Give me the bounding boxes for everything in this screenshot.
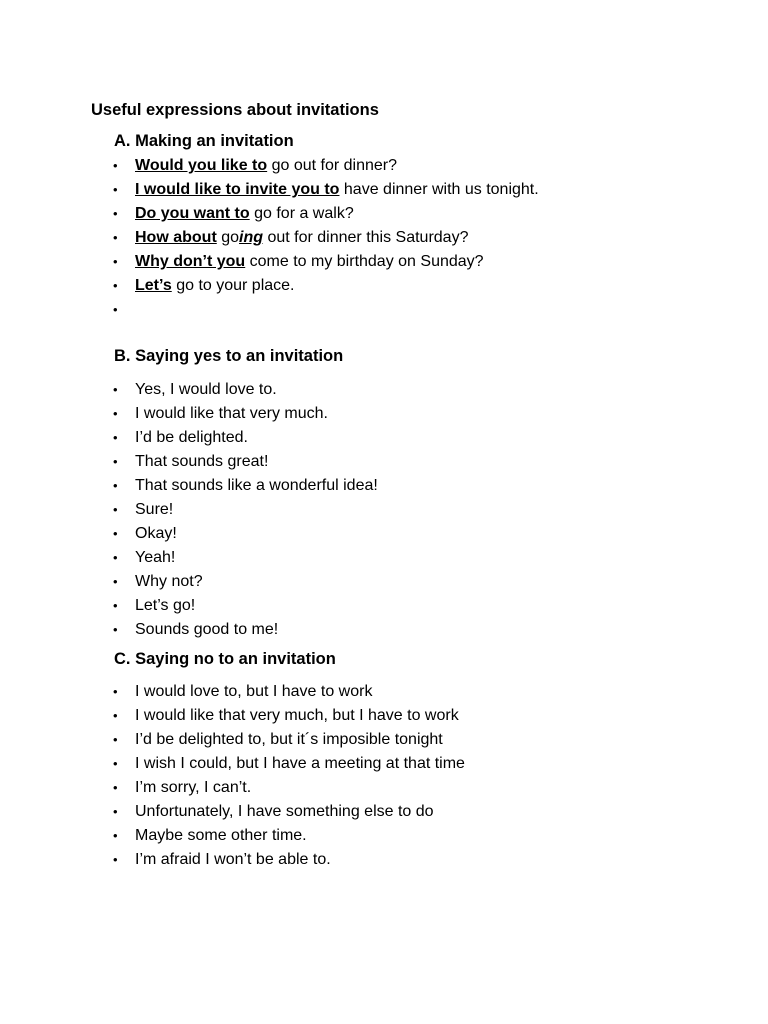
bullet-icon: • (113, 230, 118, 245)
phrase-rest: come to my birthday on Sunday? (245, 253, 484, 270)
list-item-text: Okay! (135, 525, 177, 542)
bullet-icon: • (113, 430, 118, 445)
bullet-icon: • (113, 622, 118, 637)
bullet-icon: • (113, 254, 118, 269)
phrase-rest: have dinner with us tonight. (339, 181, 539, 198)
bullet-icon: • (113, 502, 118, 517)
bullet-icon: • (113, 598, 118, 613)
list-item-text: I would like that very much. (135, 405, 328, 422)
key-phrase: How about (135, 229, 217, 246)
list-item-text: Sure! (135, 501, 174, 518)
bullet-icon: • (113, 478, 118, 493)
bullet-icon: • (113, 302, 118, 317)
list-item-text: Yes, I would love to. (135, 381, 277, 398)
document-title: Useful expressions about invitations (91, 101, 379, 119)
key-phrase: Let’s (135, 277, 172, 294)
bullet-icon: • (113, 182, 118, 197)
list-item-text: I’d be delighted to, but it´s imposible tonight (135, 731, 443, 748)
bullet-icon: • (113, 406, 118, 421)
bullet-icon: • (113, 206, 118, 221)
bullet-icon: • (113, 454, 118, 469)
list-item-text: I’d be delighted. (135, 429, 248, 446)
bullet-icon: • (113, 382, 118, 397)
key-phrase: Would you like to (135, 157, 268, 174)
key-phrase: Why don’t you (135, 253, 246, 270)
bullet-icon: • (113, 804, 118, 819)
list-item-text: Unfortunately, I have something else to do (135, 803, 434, 820)
phrase-rest: go to your place. (171, 277, 295, 294)
bullet-icon: • (113, 158, 118, 173)
list-item-text: Sounds good to me! (135, 621, 279, 638)
bullet-icon: • (113, 852, 118, 867)
section-b-heading: B. Saying yes to an invitation (114, 347, 344, 365)
list-item-text: That sounds like a wonderful idea! (135, 477, 378, 494)
key-phrase: Do you want to (135, 205, 250, 222)
bullet-icon: • (113, 278, 118, 293)
bullet-icon: • (113, 708, 118, 723)
emphasis-suffix: ing (239, 229, 264, 246)
phrase-rest: go for a walk? (249, 205, 354, 222)
list-item-text: I would like that very much, but I have to work (135, 707, 459, 724)
bullet-icon: • (113, 828, 118, 843)
bullet-icon: • (113, 574, 118, 589)
phrase-mid: go (216, 229, 240, 246)
bullet-icon: • (113, 780, 118, 795)
list-item-text: I wish I could, but I have a meeting at that time (135, 755, 465, 772)
bullet-icon: • (113, 732, 118, 747)
list-item-text: Why not? (135, 573, 203, 590)
bullet-icon: • (113, 684, 118, 699)
list-item-text: That sounds great! (135, 453, 269, 470)
list-item-text: I’m afraid I won’t be able to. (135, 851, 331, 868)
section-a-heading: A. Making an invitation (114, 132, 294, 150)
bullet-icon: • (113, 756, 118, 771)
phrase-rest: out for dinner this Saturday? (263, 229, 469, 246)
bullet-icon: • (113, 550, 118, 565)
list-item-text: Let’s go! (135, 597, 196, 614)
list-item-text: I’m sorry, I can’t. (135, 779, 252, 796)
list-item-text: Yeah! (135, 549, 176, 566)
bullet-icon: • (113, 526, 118, 541)
list-item-text: Maybe some other time. (135, 827, 307, 844)
list-item-text: I would love to, but I have to work (135, 683, 373, 700)
section-c-heading: C. Saying no to an invitation (114, 650, 336, 668)
phrase-rest: go out for dinner? (267, 157, 398, 174)
key-phrase: I would like to invite you to (135, 181, 340, 198)
